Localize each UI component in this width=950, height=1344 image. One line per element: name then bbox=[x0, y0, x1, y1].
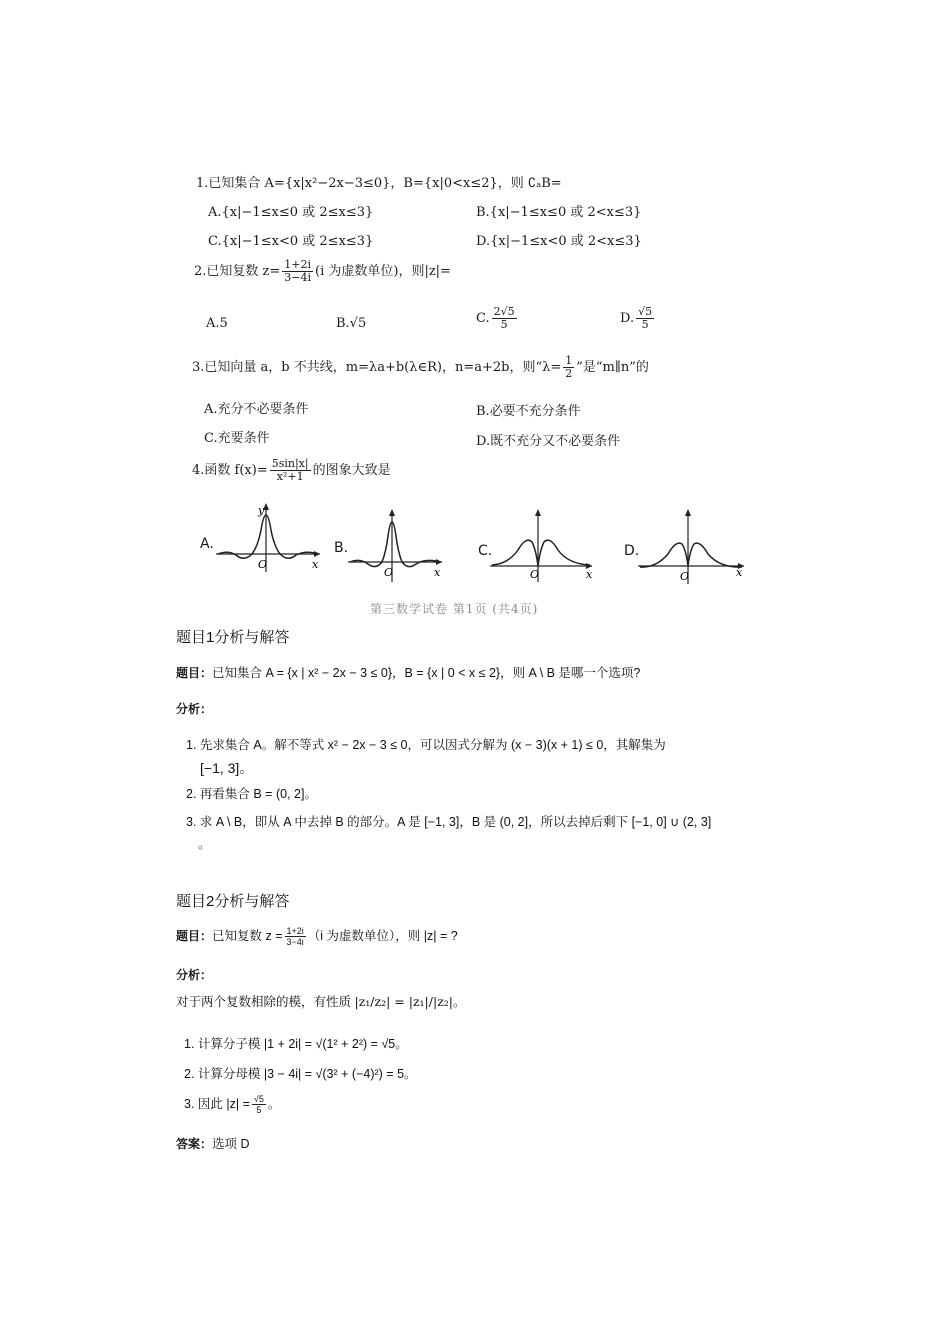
analysis1-heading: 题目1分析与解答 bbox=[176, 629, 290, 646]
graph-d-origin: O bbox=[680, 570, 690, 583]
graph-d-label: D. bbox=[624, 543, 640, 559]
analysis2-label: 分析： bbox=[176, 968, 213, 982]
graph-b-origin: O bbox=[384, 566, 394, 579]
graph-c-origin: O bbox=[530, 568, 540, 581]
analysis2-answer: 答案：选项 D bbox=[176, 1137, 250, 1151]
analysis2-property: 对于两个复数相除的模，有性质 |z₁/z₂| = |z₁|/|z₂|。 bbox=[176, 994, 466, 1009]
graph-a-label: A. bbox=[200, 536, 214, 552]
graph-c bbox=[488, 506, 596, 584]
analysis2-step2: 2. 计算分母模 |3 − 4i| = √(3² + (−4)²) = 5。 bbox=[184, 1067, 417, 1081]
graph-a bbox=[214, 500, 324, 575]
graph-a-origin: O bbox=[258, 558, 268, 571]
q3-option-a: A.充分不必要条件 bbox=[204, 402, 309, 417]
q2-stem: 2.已知复数 z= $\frac{1+2i}{3-4i}$ (i 为虚数单位)，则|z|= bbox=[194, 258, 451, 284]
graph-c-label: C. bbox=[478, 543, 493, 559]
analysis2-step1: 1. 计算分子模 |1 + 2i| = √(1² + 2²) = √5。 bbox=[184, 1037, 408, 1051]
analysis1-step1: 1. 先求集合 A。解不等式 x² − 2x − 3 ≤ 0，可以因式分解为 (x − 3)(x + 1) ≤ 0，其解集为 bbox=[186, 738, 666, 752]
analysis1-step1-cont: [−1, 3]。 bbox=[200, 760, 254, 776]
q2-option-b: B.√5 bbox=[336, 316, 367, 331]
q3-option-b: B.必要不充分条件 bbox=[476, 404, 581, 419]
q1-option-c: C.{x|−1≤x<0 或 2≤x≤3} bbox=[208, 234, 374, 249]
graph-b-label: B. bbox=[334, 540, 349, 556]
graph-a-x-label: x bbox=[312, 558, 319, 571]
graph-a-y-label: y bbox=[258, 504, 265, 517]
analysis1-step2: 2. 再看集合 B = (0, 2]。 bbox=[186, 787, 317, 801]
graph-c-x-label: x bbox=[586, 568, 593, 581]
analysis2-topic: 题目：已知复数 z = $\frac{1+2i}{3-4i}$ （i 为虚数单位），则 |z| = ? bbox=[176, 926, 458, 948]
graph-b bbox=[346, 506, 446, 584]
q4-stem: 4.函数 f(x)= $\frac{5\sin|x|}{\text{x²+1}}$ 的图象大致是 bbox=[192, 457, 391, 483]
graph-d-x-label: x bbox=[736, 566, 743, 579]
q2-option-c: C. $\frac{2√5}{5}$ bbox=[476, 305, 515, 331]
q1-option-b: B.{x|−1≤x≤0 或 2<x≤3} bbox=[476, 205, 642, 220]
analysis1-label: 分析： bbox=[176, 702, 213, 716]
analysis2-heading: 题目2分析与解答 bbox=[176, 893, 290, 910]
q2-option-a: A.5 bbox=[206, 316, 228, 331]
q1-option-a: A.{x|−1≤x≤0 或 2≤x≤3} bbox=[208, 205, 374, 220]
q2-option-d: D. $\frac{√5}{5}$ bbox=[620, 305, 653, 331]
q1-stem: 1.已知集合 A={x|x²−2x−3≤0}，B={x|0<x≤2}，则 ∁ₐB= bbox=[196, 176, 562, 191]
q2-fraction: $\frac{1+2i}{3-4i}$ bbox=[284, 258, 312, 284]
graph-b-x-label: x bbox=[434, 566, 441, 579]
analysis1-step3: 3. 求 A \ B，即从 A 中去掉 B 的部分。A 是 [−1, 3]，B 是 (0, 2]，所以去掉后剩下 [−1, 0] ∪ (2, 3] bbox=[186, 815, 712, 829]
q3-option-d: D.既不充分又不必要条件 bbox=[476, 434, 621, 449]
q1-option-d: D.{x|−1≤x<0 或 2<x≤3} bbox=[476, 234, 642, 249]
analysis1-step3-cont: 。 bbox=[198, 837, 211, 851]
q3-stem: 3.已知向量 a，b 不共线，m=λa+b(λ∈R)，n=a+2b，则“λ= $\frac{1}{2}$ ”是“m∥n”的 bbox=[192, 354, 649, 380]
graph-d bbox=[636, 506, 748, 584]
scan-footer-cut: 第三数学试卷 第1页 (共4页) bbox=[370, 602, 539, 616]
q3-option-c: C.充要条件 bbox=[204, 431, 270, 446]
analysis2-step3: 3. 因此 |z| = $\frac{√5}{5}$ 。 bbox=[184, 1094, 281, 1116]
analysis1-topic: 题目：已知集合 A = {x | x² − 2x − 3 ≤ 0}，B = {x | 0 < x ≤ 2}，则 A \ B 是哪一个选项? bbox=[176, 666, 641, 680]
